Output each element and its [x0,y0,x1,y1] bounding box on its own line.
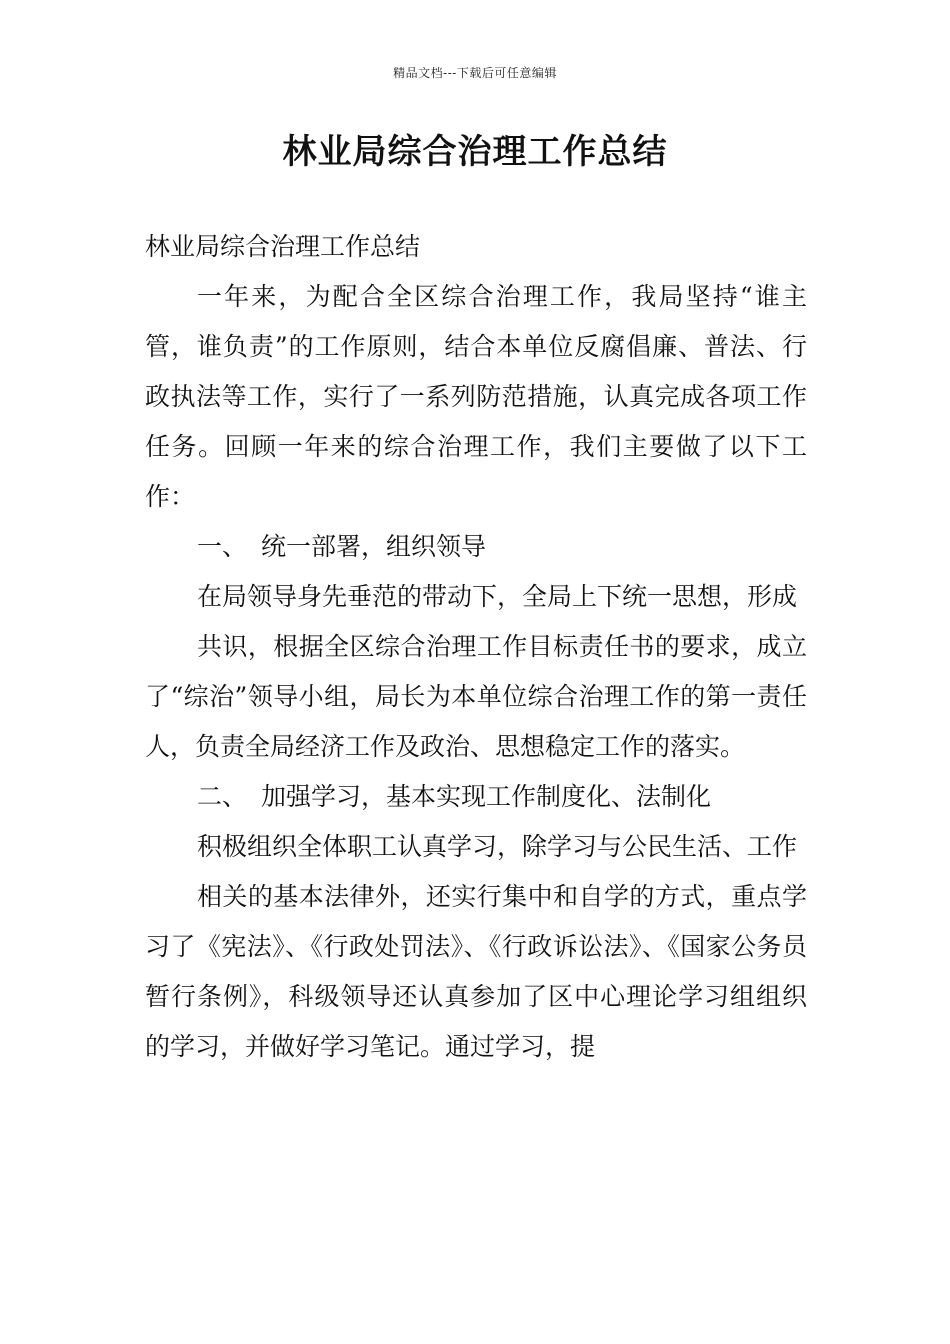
document-title: 林业局综合治理工作总结 [282,132,668,172]
section-title-1: 统一部署，组织领导 [261,532,487,561]
section-number-1: 一、 [197,532,248,561]
header-note: 精品文档---下载后可任意编辑 [393,66,557,80]
body-paragraph: 共识，根据全区综合治理工作目标责任书的要求，成立了“综治”领导小组，局长为本单位综合治理工作的第一责任人，负责全局经济工作及政治、思想稳定工作的落实。 [145,632,807,761]
body-paragraph: 积极组织全体职工认真学习，除学习与公民生活、工作 [197,832,798,861]
body-paragraph: 相关的基本法律外，还实行集中和自学的方式，重点学习了《宪法》、《行政处罚法》、《行政诉讼法》、《国家公务员暂行条例》，科级领导还认真参加了区中心理论学习组组织的学习，并做好学习笔记。通过学习，提 [145,882,807,1061]
section-number-2: 二、 [197,782,248,811]
subtitle-paragraph: 林业局综合治理工作总结 [145,232,421,261]
intro-paragraph: 一年来，为配合全区综合治理工作，我局坚持“谁主管，谁负责”的工作原则，结合本单位反腐倡廉、普法、行政执法等工作，实行了一系列防范措施，认真完成各项工作任务。回顾一年来的综合治理工作，我们主要做了以下工作： [145,282,807,511]
body-paragraph: 在局领导身先垂范的带动下，全局上下统一思想，形成 [197,582,798,611]
section-heading-2 [145,772,807,822]
section-heading-1 [145,522,807,572]
document-body [145,222,807,1072]
section-title-2: 加强学习，基本实现工作制度化、法制化 [261,782,712,811]
